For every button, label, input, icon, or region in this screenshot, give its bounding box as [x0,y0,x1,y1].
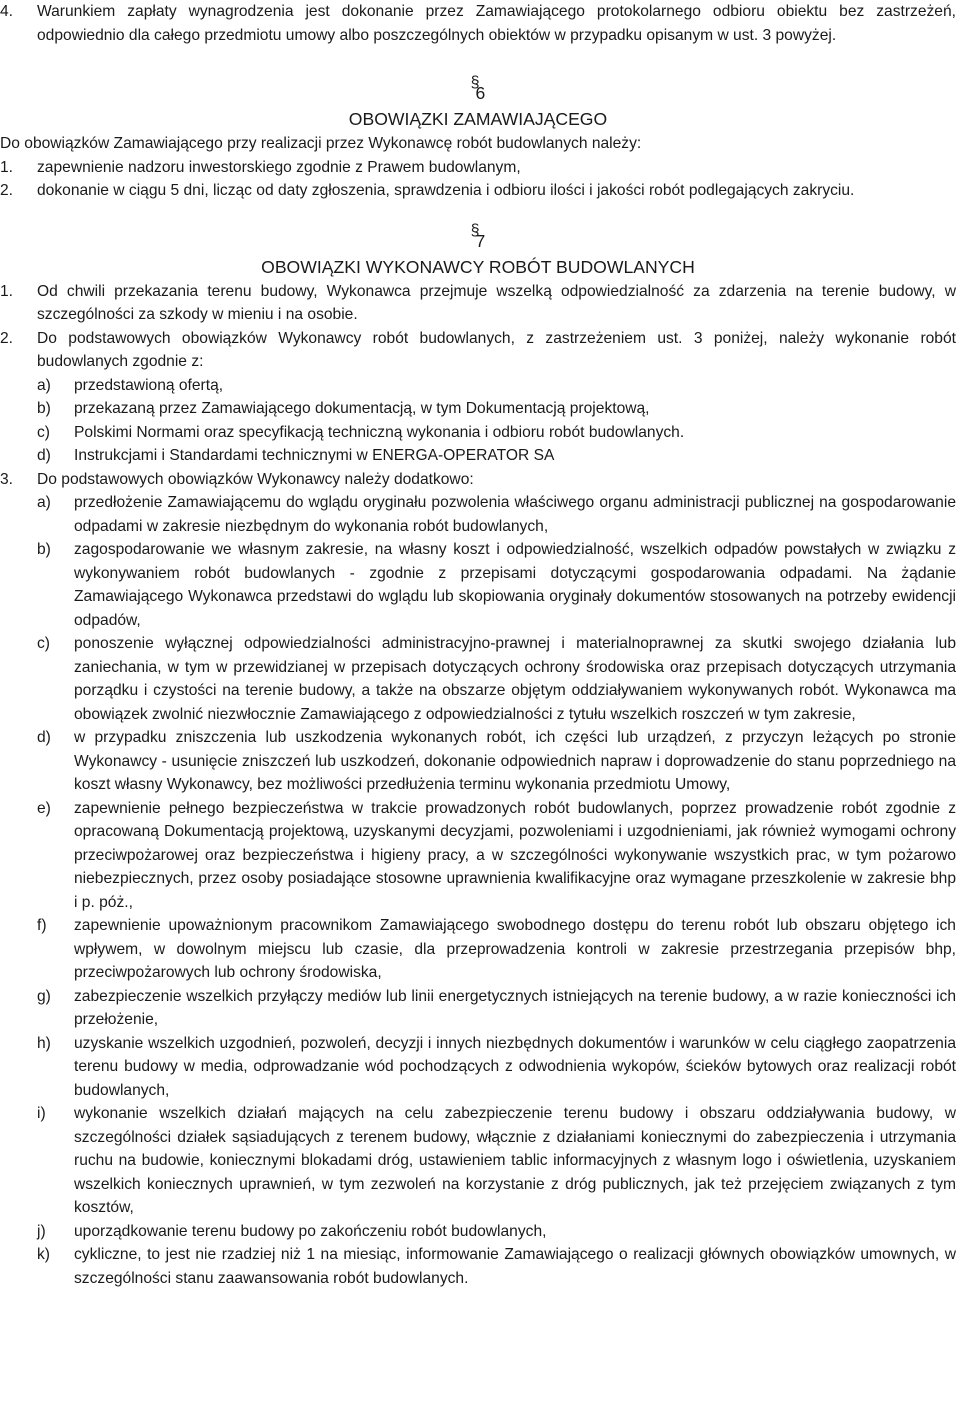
sub-item-text: zagospodarowanie we własnym zakresie, na własny koszt i odpowiedzialność, wszelkich odpadów powstałych w związku z wykonywaniem robót budowlanych - zgodnie z przepisami dotyczącymi gospodarowania odpadami. Na żądanie Zamawiającego Wykonawca przedstawi do wglądu lub skopiowania oryginały dokumentów stosowanych na potrzeby ewidencji odpadów, [74,541,956,629]
sub-item-letter: f) [37,917,47,934]
sub-list-item [37,1220,956,1244]
sub-item-text: przedłożenie Zamawiającemu do wglądu oryginału pozwolenia właściwego organu administracji publicznej na gospodarowanie odpadami w zakresie niezbędnym do wykonania robót budowlanych, [74,494,956,535]
sub-item-text: przekazaną przez Zamawiającego dokumentacją, w tym Dokumentacją projektową, [74,400,650,417]
section-number: 7 [475,230,486,251]
item-text: zapewnienie nadzoru inwestorskiego zgodnie z Prawem budowlanym, [37,158,521,176]
item-number: 3. [0,470,14,488]
sub-item-text: uzyskanie wszelkich uzgodnień, pozwoleń, decyzji i innych niezbędnych dokumentów i warunków w celu ciągłego zaopatrzenia terenu budowy w media, odprowadzanie wód pochodzących z odwodnienia wykopów, ścieków bytowych oraz realizacji robót budowlanych, [74,1034,956,1099]
sub-item-letter: a) [37,376,51,394]
sub-item-text: wykonanie wszelkich działań mających na celu zabezpieczenie terenu budowy i obszaru oddziaływania budowy, w szczególności działek sąsiadujących z terenem budowy, włącznie z działaniami koniecznymi do zabezpieczenia i utrzymania ruchu na budowie, koniecznymi blokadami dróg, ustawieniem tablic informacyjnych z własnym logo i oświetlenia, uzyskaniem wszelkich koniecznych uprawnień, w tym zezwoleń na korzystanie z dróg publicznych, jak też przejęciem związanych z tym kosztów, [74,1105,956,1216]
list-item [0,280,956,327]
sub-list-item [37,444,956,468]
sub-item-letter: c) [37,423,50,441]
sub-list-item [37,726,956,797]
section-number: 6 [475,83,486,103]
sub-item-letter: e) [37,799,51,817]
sub-item-text: ponoszenie wyłącznej odpowiedzialności administracyjno-prawnej i materialnoprawnej za skutki swojego działania lub zaniechania, w tym w przewidzianej w przepisach dotyczących ochrony środowiska oraz przepisach dotyczących utrzymania porządku i czystości na terenie budowy, a także na obszarze objętym oddziaływaniem wykonywanych robót. Wykonawca ma obowiązek zwolnić niezwłocznie Zamawiającego z odpowiedzialności z tytułu wszelkich roszczeń w tym zakresie, [74,635,956,723]
sub-item-letter: b) [37,400,51,417]
sub-item-text: zabezpieczenie wszelkich przyłączy mediów lub linii energetycznych istniejących na terenie budowy, a w razie konieczności ich przełożenie, [74,987,956,1028]
sub-list-item [37,374,956,398]
item-text: dokonanie w ciągu 5 dni, licząc od daty zgłoszenia, sprawdzenia i odbioru ilości i jakości robót podlegających zakryciu. [37,182,855,199]
sub-list-item [37,538,956,632]
item-number: 4. [0,3,14,20]
sub-list-item [37,985,956,1032]
list-item [0,156,956,180]
sub-item-text: przedstawioną ofertą, [74,376,224,394]
sub-list-item [37,1032,956,1103]
sub-item-letter: b) [37,541,51,558]
sub-item-letter: h) [37,1034,51,1052]
list-item [0,179,956,203]
sub-item-letter: g) [37,987,51,1005]
sub-item-letter: d) [37,447,51,464]
paragraph-sign: § [470,74,480,91]
section-6-lead: Do obowiązków Zamawiającego przy realizacji przez Wykonawcę robót budowlanych należy: [0,135,642,152]
sub-list-item [37,1243,956,1290]
sub-item-text: zapewnienie upoważnionym pracownikom Zamawiającego swobodnego dostępu do terenu robót lub obszaru objętego ich wpływem, w dowolnym miejscu lub czasie, dla przeprowadzenia kontroli w zakresie przestrzegania przepisów bhp, przeciwpożarowych lub ochrony środowiska, [74,917,956,981]
sub-item-text: zapewnienie pełnego bezpieczeństwa w trakcie prowadzonych robót budowlanych, poprzez prowadzenie robót zgodnie z opracowaną Dokumentacją projektową, uzyskanymi decyzjami, pozwoleniami i uzgodnieniami, jak również wymogami ochrony przeciwpożarowej oraz bezpieczeństwa i higieny pracy, a w szczególności wykonywanie wszystkich prac, w tym pożarowo niebezpiecznych, przez osoby posiadające stosowne uprawnienia kwalifikacyjne oraz wymagane przeszkolenie w zakresie bhp i p. póż., [74,799,956,911]
sub-item-letter: i) [37,1105,46,1122]
section-7-number [0,221,956,255]
sub-item-letter: d) [37,729,51,746]
item-text: Od chwili przekazania terenu budowy, Wykonawca przejmuje wszelką odpowiedzialność za zdarzenia na terenie budowy, w szczególności za szkody w mieniu i na osobie. [37,282,956,323]
sub-list-item [37,491,956,538]
section-7-title: OBOWIĄZKI WYKONAWCY ROBÓT BUDOWLANYCH [261,256,695,277]
sub-list-item [37,797,956,915]
sub-list-item [37,397,956,421]
sub-item-letter: j) [37,1222,46,1240]
section-6-title: OBOWIĄZKI ZAMAWIAJĄCEGO [348,109,608,129]
sub-item-text: uporządkowanie terenu budowy po zakończeniu robót budowlanych, [74,1222,547,1240]
list-item [0,468,956,492]
item-text: Do podstawowych obowiązków Wykonawcy robót budowlanych, z zastrzeżeniem ust. 3 poniżej, należy wykonanie robót budowlanych zgodnie z: [37,329,956,370]
item-number: 2. [0,182,14,199]
sub-item-text: Polskimi Normami oraz specyfikacją techniczną wykonania i odbioru robót budowlanych. [74,423,685,441]
sub-list-item [37,632,956,726]
sub-list-item [37,421,956,445]
item-number: 2. [0,329,14,347]
sub-item-text: w przypadku zniszczenia lub uszkodzenia wykonanych robót, ich części lub urządzeń, z przyczyn leżących po stronie Wykonawcy - usunięcie zniszczeń lub uszkodzeń, dokonanie odpowiednich napraw i doprowadzenie do stanu poprzedniego na koszt własny Wykonawcy, bez możliwości przedłużenia terminu wykonania przedmiotu Umowy, [74,729,956,793]
item-text: Warunkiem zapłaty wynagrodzenia jest dokonanie przez Zamawiającego protokolarnego odbioru obiektu bez zastrzeżeń, odpowiednio dla całego przedmiotu umowy albo poszczególnych obiektów w przypadku opisanym w ust. 3 powyżej. [37,3,956,44]
item-number: 1. [0,158,14,176]
list-item [0,327,956,374]
intro-item [0,0,956,47]
sub-list-item [37,1102,956,1220]
sub-item-letter: k) [37,1246,50,1263]
item-number: 1. [0,282,14,300]
paragraph-sign: § [470,221,480,239]
sub-list-item [37,914,956,985]
sub-item-letter: a) [37,494,51,511]
sub-item-letter: c) [37,635,50,652]
item-text: Do podstawowych obowiązków Wykonawcy należy dodatkowo: [37,470,474,488]
section-6-number [0,74,956,107]
sub-item-text: Instrukcjami i Standardami technicznymi w ENERGA-OPERATOR SA [74,447,555,464]
sub-item-text: cykliczne, to jest nie rzadziej niż 1 na miesiąc, informowanie Zamawiającego o realizacji głównych obowiązków umownych, w szczególności stanu zaawansowania robót budowlanych. [74,1246,956,1287]
